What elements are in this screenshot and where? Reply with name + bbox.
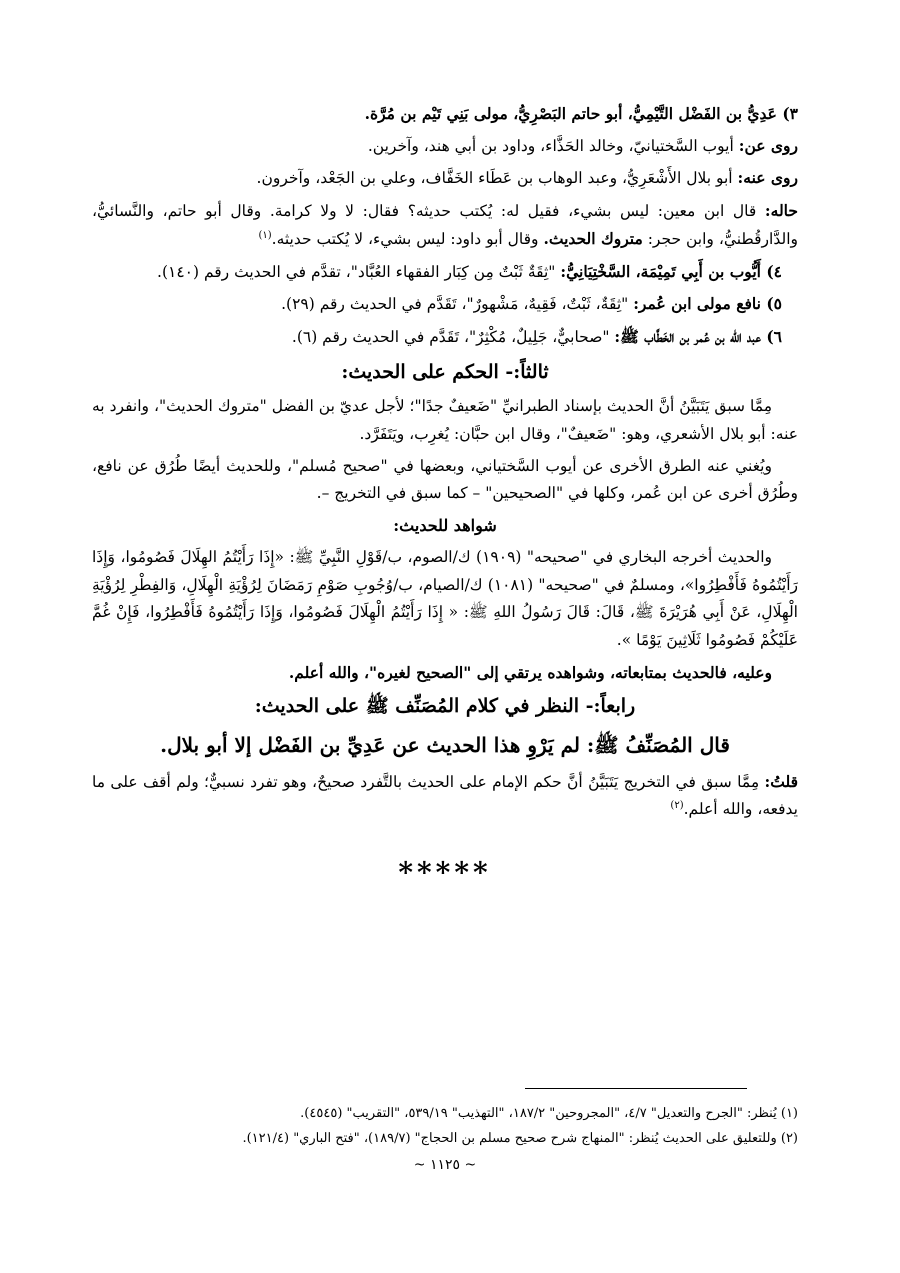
riwaya-anhu <box>92 164 798 193</box>
conclusion-paragraph: وعليه، فالحديث بمتابعاته، وشواهده يرتقي إلى "الصحيح لغيره"، والله أعلم. <box>288 662 772 682</box>
footnote-ref-2[interactable]: (٢) <box>670 799 684 811</box>
riwaya-an-label: روى عن: <box>738 135 798 155</box>
section-4-heading: رابعاً:- النظر في كلام المُصَنِّف ﷺ على الحديث: <box>254 695 636 718</box>
qultu-text: مِمَّا سبق في التخريج يَتَبَيَّنُ أنَّ حكم الإمام على الحديث بالتَّفرد صحيحٌ، وهو تفرد نسبيٌّ؛ ولم أقف على ما يدفعه، والله أعلم. <box>92 772 798 819</box>
riwaya-anhu-text: أبو بلال الأَشْعَرِيُّ، وعبد الوهاب بن عَطَاء الخَفَّاف، وعلي بن الجَعْد، وآخرون. <box>256 169 733 188</box>
riwaya-anhu-label: روى عنه: <box>737 168 798 188</box>
qultu-label: قلتُ: <box>764 771 798 791</box>
author-quote: قال المُصَنِّفُ ﷺ: لم يَرْوِ هذا الحديث عن عَدِيِّ بن الفَضْل إلا أبو بلال. <box>160 732 730 757</box>
section-divider-stars: ***** <box>398 855 492 889</box>
hal-label: حاله: <box>764 200 798 220</box>
narrator-3-number: ٣) <box>782 104 798 123</box>
shawahid-paragraph: والحديث أخرجه البخاري في "صحيحه" (١٩٠٩) ك/الصوم، ب/قَوْلِ النَّبِيِّ ﷺ: «إِذَا رَأَيْتُمُ الهِلَالَ فَصُومُوا، وَإِذَا رَأَيْتُمُوهُ فَأَفْطِرُوا»، ومسلمٌ في "صحيحه" (١٠٨١) ك/الصيام، ب/وُجُوبِ صَوْمِ رَمَضَانَ لِرُؤْيَةِ الْهِلَالِ، وَالفِطْرِ لِرُؤْيَةِ الْهِلَالِ، عَنْ أَبِي هُرَيْرَةَ ﷺ، قَالَ: قَالَ رَسُولُ اللهِ ﷺ: « إِذَا رَأَيْتُمُ الْهِلَالَ فَصُومُوا، وَإِذَا رَأَيْتُمُوهُ فَأَفْطِرُوا، فَإِنْ غُمَّ عَلَيْكُمْ فَصُومُوا ثَلَاثِينَ يَوْمًا ». <box>92 548 798 649</box>
hal-verdict: متروك الحديث. <box>543 229 643 249</box>
narrator-6 <box>92 323 782 352</box>
narrator-6-desc: "صحابيٌّ، جَلِيلٌ، مُكْثِرٌ"، تَقَدَّم في الحديث رقم (٦). <box>291 328 610 347</box>
section-3-paragraph-2: ويُغني عنه الطرق الأخرى عن أيوب السَّختياني، وبعضها في "صحيح مُسلم"، وللحديث أيضًا طُرُق عن نافع، وطُرُق أخرى عن ابن عُمر، وكلها في "الصحيحين" – كما سبق في التخريج –. <box>92 456 798 503</box>
section-3-heading: ثالثاً:- الحكم على الحديث: <box>341 360 549 383</box>
narrator-3 <box>92 100 798 128</box>
page-body <box>92 100 798 898</box>
hal-text-1: قال ابن معين: ليس بشيء، فقيل له: يُكتب حديثه؟ فقال: لا ولا كرامة. وقال أبو حاتم، والنَّسائيُّ، والدَّارقُطنيُّ، وابن حجر: <box>92 201 798 249</box>
narrator-3-name: عَدِيُّ بن الفَضْل التَّيْمِيُّ، أبو حاتم البَصْرِيُّ، مولى بَنِي تَيْم بن مُرَّة. <box>364 104 777 123</box>
footnote-ref-1[interactable]: (١) <box>258 230 272 242</box>
riwaya-an <box>92 132 798 161</box>
hal-text-2: وقال أبو داود: ليس بشيء، لا يُكتب حديثه. <box>271 230 539 249</box>
narrator-6-name: ٦) عبد الله بن عُمر بن الخَطَّاب ﷺ: <box>614 327 782 347</box>
footnote-2: (٢) وللتعليق على الحديث يُنظر: "المنهاج شرح صحيح مسلم بن الحجاج" (١٨٩/٧)، "فتح الباري" (١٢١/٤). <box>242 1131 798 1147</box>
qultu-paragraph <box>92 768 798 824</box>
narrator-list <box>92 258 798 352</box>
page-number: ~ ١١٢٥ ~ <box>413 1156 477 1173</box>
footnotes <box>92 1101 798 1179</box>
narrator-4-desc: "ثِقَةٌ ثَبْتٌ مِن كِبَار الفقهاء العُبَّاد"، تقدَّم في الحديث رقم (١٤٠). <box>157 262 556 281</box>
footnote-1: (١) يُنظر: "الجرح والتعديل" ٤/٧، "المجروحين" ١٨٧/٢، "التهذيب" ٥٣٩/١٩، "التقريب" (٤٥٤٥). <box>300 1106 798 1121</box>
narrator-4-name: ٤) أَيُّوب بن أَبِي تَمِيْمَة، السَّخْتِيَانِيُّ: <box>560 261 782 281</box>
shawahid-heading: شواهد للحديث: <box>393 515 497 535</box>
narrator-5-name: ٥) نافع مولى ابن عُمر: <box>633 294 782 314</box>
footnote-separator <box>525 1088 747 1089</box>
narrator-5 <box>92 290 782 319</box>
narrator-5-desc: "ثِقَةٌ، ثَبْتٌ، فَقِيهٌ، مَشْهورٌ"، تَقَدَّم في الحديث رقم (٢٩). <box>281 295 629 314</box>
section-3-paragraph-1: مِمَّا سبق يَتَبَيَّنُ أنَّ الحديث بإسناد الطبرانيِّ "ضَعيفٌ جدًا"؛ لأجل عديّ بن الفضل "متروك الحديث"، وانفرد به عنه: أبو بلال الأشعري، وهو: "ضَعيفٌ"، وقال ابن حبَّان: يُغرِب، ويَتَفَرَّد. <box>92 397 798 444</box>
riwaya-an-text: أيوب السَّختيانيّ، وخالد الحَذَّاء، وداود بن أبي هند، وآخرين. <box>367 136 734 155</box>
hal-paragraph <box>92 197 798 254</box>
narrator-4 <box>92 258 782 287</box>
